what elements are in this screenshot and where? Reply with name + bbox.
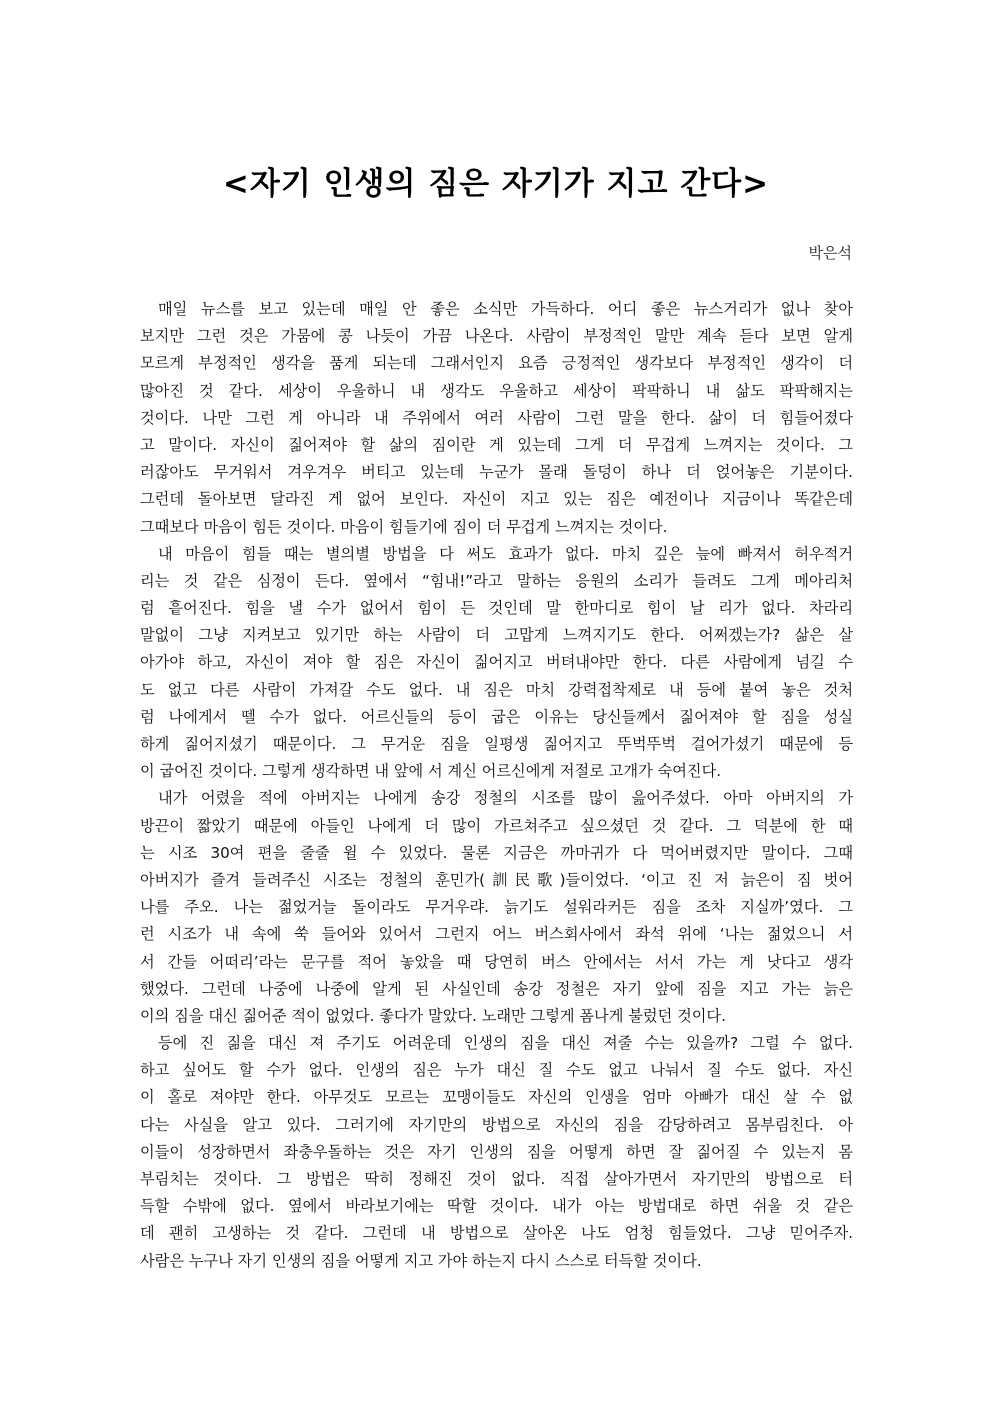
text-line: 것이다. 나만 그런 게 아니라 내 주위에서 여러 사람이 그런 말을 한다. 삶이 더 힘들어졌다 bbox=[140, 408, 853, 427]
paragraph bbox=[140, 1030, 853, 1275]
text-line: 그때보다 마음이 힘든 것이다. 마음이 힘들기에 짐이 더 무겁게 느껴지는 것이다. bbox=[140, 517, 668, 536]
text-line: 모르게 부정적인 생각을 품게 되는데 그래서인지 요즘 긍정적인 생각보다 부정적인 생각이 더 bbox=[140, 354, 853, 373]
text-line: 그런데 돌아보면 달라진 게 없어 보인다. 자신이 지고 있는 짐은 예전이나 지금이나 똑같은데 bbox=[140, 490, 853, 509]
text-line: 매일 뉴스를 보고 있는데 매일 안 좋은 소식만 가득하다. 어디 좋은 뉴스거리가 없나 찾아 bbox=[158, 300, 853, 318]
text-line: 다는 사실을 알고 있다. 그러기에 자기만의 방법으로 자신의 짐을 감당하려고 몸부림친다. 아 bbox=[140, 1115, 853, 1134]
text-line: 하게 짊어지셨기 때문이다. 그 무거운 짐을 일평생 짊어지고 뚜벅뚜벅 걸어가셨기 때문에 등 bbox=[140, 735, 853, 753]
text-line: 내 마음이 힘들 때는 별의별 방법을 다 써도 효과가 없다. 마치 깊은 늪에 빠져서 허우적거 bbox=[158, 544, 853, 563]
paragraph bbox=[140, 541, 853, 786]
text-line: 하고 싶어도 할 수가 없다. 인생의 짐은 누가 대신 질 수도 없고 나눠서 질 수도 없다. 자신 bbox=[140, 1061, 853, 1080]
text-line: 사람은 누구나 자기 인생의 짐을 어떻게 지고 가야 하는지 다시 스스로 터득할 것이다. bbox=[140, 1251, 702, 1270]
text-line: 보지만 그런 것은 가뭄에 콩 나듯이 가끔 나온다. 사람이 부정적인 말만 계속 듣다 보면 알게 bbox=[140, 327, 853, 346]
text-line: 아버지가 즐겨 들려주신 시조는 정철의 훈민가(訓民歌)들이었다. ‘이고 진 저 늙은이 짐 벗어 bbox=[140, 870, 853, 889]
text-line: 아가야 하고, 자신이 져야 할 짐은 자신이 짊어지고 버텨내야만 한다. 다른 사람에게 넘길 수 bbox=[140, 653, 853, 672]
document-body bbox=[140, 296, 853, 1275]
text-line: 많아진 것 같다. 세상이 우울하니 내 생각도 우울하고 세상이 팍팍하니 내 삶도 팍팍해지는 bbox=[140, 381, 853, 400]
text-line: 리는 것 같은 심정이 든다. 옆에서 “힘내!”라고 말하는 응원의 소리가 들려도 그게 메아리처 bbox=[140, 571, 853, 590]
text-line: 말없이 그냥 지켜보고 있기만 하는 사람이 더 고맙게 느껴지기도 한다. 어쩌겠는가? 삶은 살 bbox=[140, 626, 853, 645]
text-line: 나를 주오. 나는 젊었거늘 돌이라도 무거우랴. 늙기도 설워라커든 짐을 조차 지실까’였다. 그 bbox=[140, 898, 853, 917]
text-line: 럼 흩어진다. 힘을 낼 수가 없어서 힘이 든 것인데 말 한마디로 힘이 날 리가 없다. 차라리 bbox=[140, 599, 853, 618]
text-line: 이 홀로 져야만 한다. 아무것도 모르는 꼬맹이들도 자신의 인생을 엄마 아빠가 대신 살 수 없 bbox=[140, 1088, 853, 1107]
text-line: 부림치는 것이다. 그 방법은 딱히 정해진 것이 없다. 직접 살아가면서 자기만의 방법으로 터 bbox=[140, 1170, 853, 1188]
text-line: 이들이 성장하면서 좌충우돌하는 것은 자기 인생의 짐을 어떻게 하면 잘 짊어질 수 있는지 몸 bbox=[140, 1142, 853, 1161]
text-line: 서 간들 어떠리’라는 문구를 적어 놓았을 때 당연히 버스 안에서는 서서 가는 게 낫다고 생각 bbox=[140, 952, 853, 971]
text-line: 내가 어렸을 적에 아버지는 나에게 송강 정철의 시조를 많이 읊어주셨다. 아마 아버지의 가 bbox=[158, 789, 853, 808]
author-name: 박은석 bbox=[808, 244, 852, 262]
text-line: 등에 진 짊을 대신 져 주기도 어려운데 인생의 짐을 대신 져줄 수는 있을까? 그럴 수 없다. bbox=[158, 1034, 853, 1053]
document-title: <자기 인생의 짐은 자기가 지고 간다> bbox=[222, 166, 770, 202]
text-line: 데 괜히 고생하는 것 같다. 그런데 내 방법으로 살아온 나도 엄청 힘들었다. 그냥 믿어주자. bbox=[140, 1224, 853, 1243]
text-line: 러잖아도 무거워서 겨우겨우 버티고 있는데 누군가 몰래 돌덩이 하나 더 얹어놓은 기분이다. bbox=[140, 463, 853, 482]
text-line: 고 말이다. 자신이 짊어져야 할 삶의 짐이란 게 있는데 그게 더 무겁게 느껴지는 것이다. 그 bbox=[140, 435, 853, 454]
text-line: 득할 수밖에 없다. 옆에서 바라보기에는 딱할 것이다. 내가 아는 방법대로 하면 쉬울 것 같은 bbox=[140, 1197, 853, 1216]
text-line: 런 시조가 내 속에 쑥 들어와 있어서 그런지 어느 버스회사에서 좌석 위에 ‘나는 젊었으니 서 bbox=[140, 925, 853, 944]
text-line: 방끈이 짧았기 때문에 아들인 나에게 더 많이 가르쳐주고 싶으셨던 것 같다. 그 덕분에 한 때 bbox=[140, 816, 853, 835]
text-line: 이 굽어진 것이다. 그렇게 생각하면 내 앞에 서 계신 어르신에게 저절로 고개가 숙여진다. bbox=[140, 762, 722, 781]
paragraph bbox=[140, 296, 853, 541]
paragraph bbox=[140, 785, 853, 1030]
text-line: 이의 짐을 대신 짊어준 적이 없었다. 좋다가 말았다. 노래만 그렇게 폼나게 불렀던 것이다. bbox=[140, 1006, 726, 1025]
text-line: 도 없고 다른 사람이 가져갈 수도 없다. 내 짐은 마치 강력접착제로 내 등에 붙여 놓은 것처 bbox=[140, 680, 853, 699]
text-line: 럼 나에게서 뗄 수가 없다. 어르신들의 등이 굽은 이유는 당신들께서 짊어져야 할 짐을 성실 bbox=[140, 707, 853, 726]
text-line: 했었다. 그런데 나중에 나중에 알게 된 사실인데 송강 정철은 자기 앞에 짐을 지고 가는 늙은 bbox=[140, 979, 853, 998]
text-line: 는 시조 30여 편을 줄줄 윌 수 있었다. 물론 지금은 까마귀가 다 먹어버렸지만 말이다. 그때 bbox=[140, 843, 853, 862]
